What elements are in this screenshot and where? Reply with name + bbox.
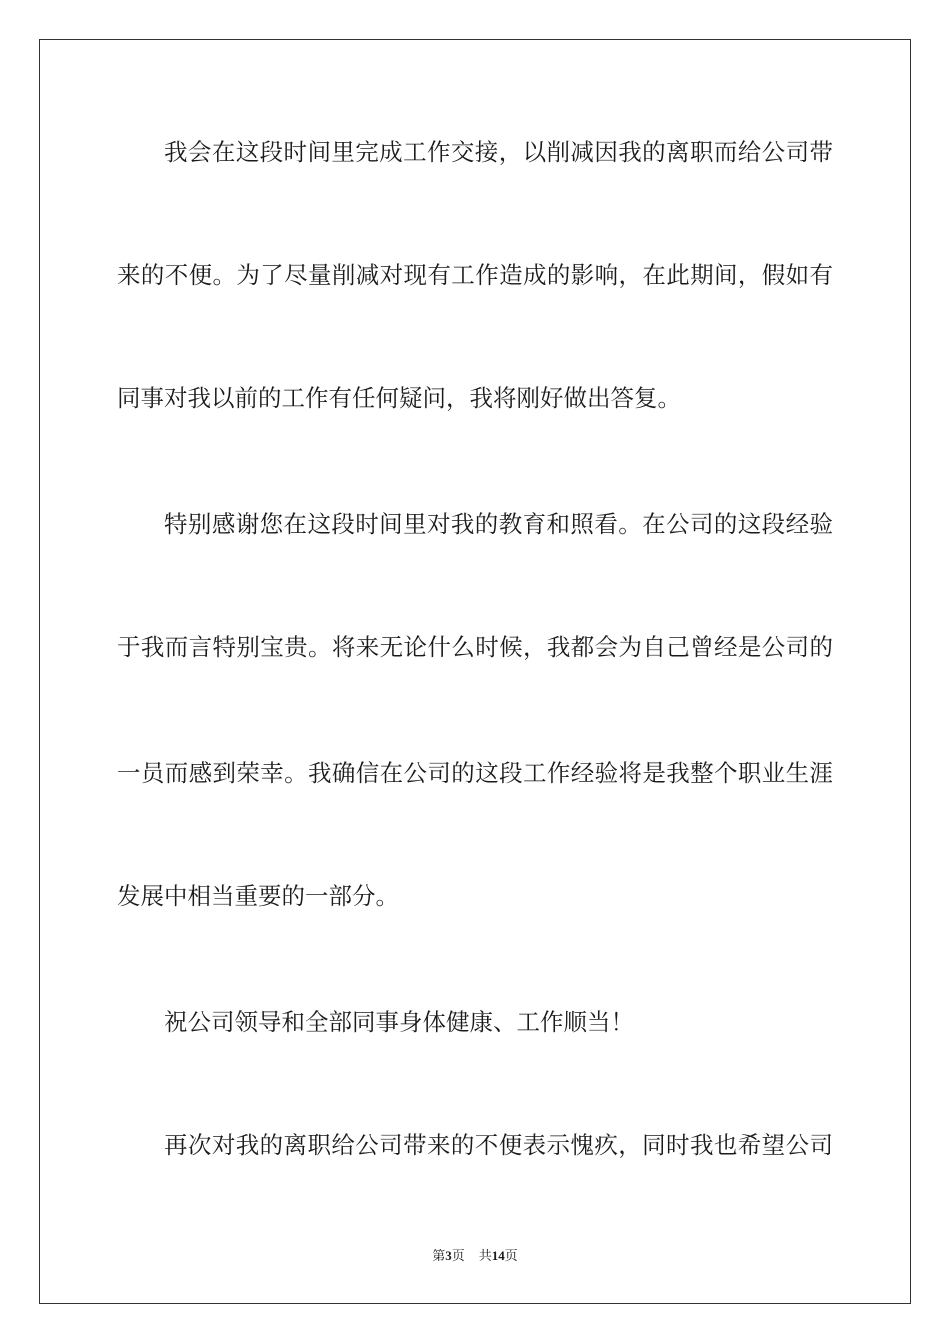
page-border [39, 39, 911, 1304]
footer-page-suffix: 页 [451, 1248, 465, 1263]
body-text-line: 再次对我的离职给公司带来的不便表示愧疚，同时我也希望公司 [164, 1131, 833, 1159]
footer-total-suffix: 页 [504, 1248, 518, 1263]
body-text-line: 祝公司领导和全部同事身体健康、工作顺当！ [164, 1008, 634, 1036]
body-text-line: 来的不便。为了尽量削减对现有工作造成的影响，在此期间，假如有 [117, 261, 833, 289]
body-text-line: 同事对我以前的工作有任何疑问，我将刚好做出答复。 [117, 384, 681, 412]
page-footer [0, 1247, 950, 1265]
body-text-line: 发展中相当重要的一部分。 [117, 882, 399, 910]
body-text-line: 特别感谢您在这段时间里对我的教育和照看。在公司的这段经验 [164, 510, 833, 538]
body-text-line: 一员而感到荣幸。我确信在公司的这段工作经验将是我整个职业生涯 [117, 759, 833, 787]
footer-total-pages: 14 [491, 1248, 505, 1263]
footer-page-prefix: 第 [432, 1248, 446, 1263]
body-text-line: 我会在这段时间里完成工作交接，以削减因我的离职而给公司带 [164, 138, 833, 166]
footer-page-number: 3 [445, 1248, 452, 1263]
footer-total-prefix: 共 [478, 1248, 492, 1263]
body-text-line: 于我而言特别宝贵。将来无论什么时候，我都会为自己曾经是公司的 [117, 633, 833, 661]
